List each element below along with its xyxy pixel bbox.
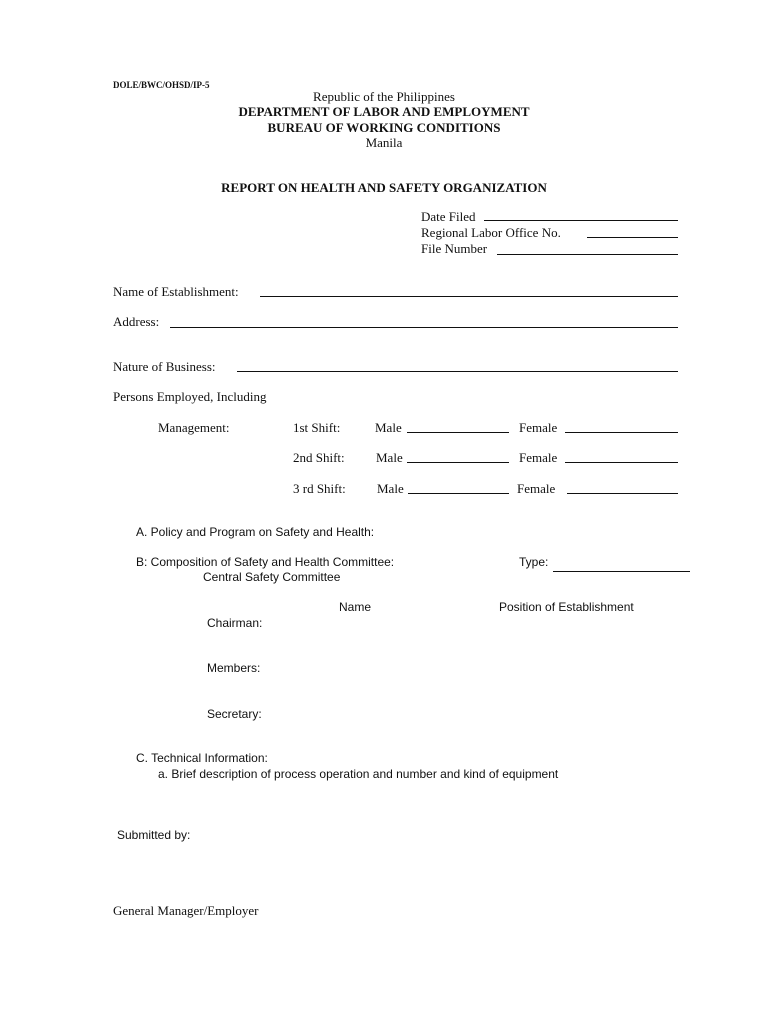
republic-line: Republic of the Philippines <box>313 89 455 104</box>
regional-office-label: Regional Labor Office No. <box>421 225 561 240</box>
report-title: REPORT ON HEALTH AND SAFETY ORGANIZATION <box>221 180 547 195</box>
secretary-label: Secretary: <box>207 707 262 721</box>
regional-office-field[interactable] <box>587 237 678 238</box>
section-c-heading: C. Technical Information: <box>136 751 268 765</box>
shift-1-female-label: Female <box>519 420 558 435</box>
section-c-item-a: a. Brief description of process operation and number and kind of equipment <box>158 767 559 781</box>
shift-1-male-label: Male <box>375 420 402 435</box>
shift-3-male-field[interactable] <box>408 493 509 494</box>
shift-2-male-field[interactable] <box>407 462 509 463</box>
committee-type-label: Type: <box>519 555 549 569</box>
shift-1-female-field[interactable] <box>565 432 678 433</box>
address-label: Address: <box>113 314 160 329</box>
shift-3-male-label: Male <box>377 481 404 496</box>
bureau-name: BUREAU OF WORKING CONDITIONS <box>267 120 501 135</box>
chairman-label: Chairman: <box>207 616 263 630</box>
file-number-label: File Number <box>421 241 488 256</box>
file-number-field[interactable] <box>497 254 678 255</box>
date-filed-field[interactable] <box>484 220 678 221</box>
shift-2-female-field[interactable] <box>565 462 678 463</box>
signatory-title: General Manager/Employer <box>113 903 259 918</box>
persons-employed-heading: Persons Employed, Including <box>113 389 267 404</box>
committee-type-field[interactable] <box>553 571 690 572</box>
shift-2-male-label: Male <box>376 450 403 465</box>
members-label: Members: <box>207 661 261 675</box>
column-name-header: Name <box>339 600 372 614</box>
shift-2-female-label: Female <box>519 450 558 465</box>
city-line: Manila <box>365 135 403 150</box>
submitted-by-label: Submitted by: <box>117 828 191 842</box>
shift-3-female-field[interactable] <box>567 493 678 494</box>
shift-3-label: 3 rd Shift: <box>293 481 346 496</box>
nature-of-business-label: Nature of Business: <box>113 359 216 374</box>
committee-subheading: Central Safety Committee <box>203 570 341 584</box>
department-name: DEPARTMENT OF LABOR AND EMPLOYMENT <box>238 104 530 119</box>
address-field[interactable] <box>170 327 678 328</box>
shift-2-label: 2nd Shift: <box>293 450 345 465</box>
establishment-name-label: Name of Establishment: <box>113 284 239 299</box>
column-position-header: Position of Establishment <box>499 600 634 614</box>
section-b-heading: B: Composition of Safety and Health Committee: <box>136 555 395 569</box>
shift-3-female-label: Female <box>517 481 556 496</box>
shift-1-label: 1st Shift: <box>293 420 341 435</box>
shift-1-male-field[interactable] <box>407 432 509 433</box>
section-a-heading: A. Policy and Program on Safety and Health: <box>136 525 375 539</box>
form-code: DOLE/BWC/OHSD/IP-5 <box>113 80 210 90</box>
date-filed-label: Date Filed <box>421 209 476 224</box>
establishment-name-field[interactable] <box>260 296 678 297</box>
management-label: Management: <box>158 420 230 435</box>
nature-of-business-field[interactable] <box>237 371 678 372</box>
